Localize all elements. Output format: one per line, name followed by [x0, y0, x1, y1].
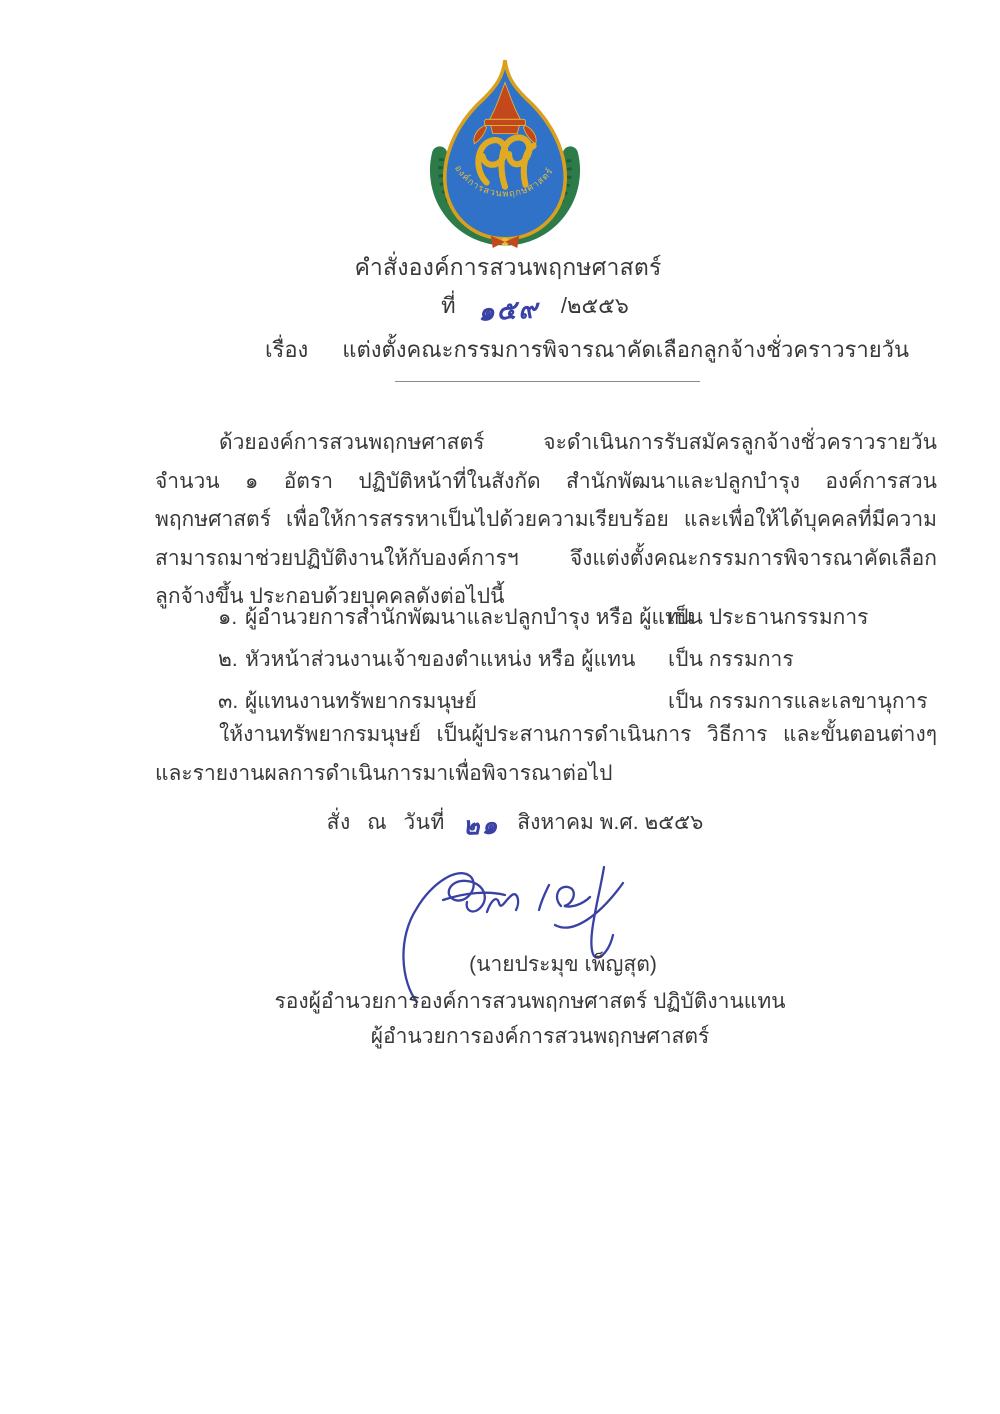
- date-month-year: สิงหาคม พ.ศ. ๒๕๕๖: [517, 811, 704, 834]
- signer-name: (นายประมุข เพ็ญสุต): [469, 953, 657, 976]
- date-prefix: สั่ง ณ วันที่: [326, 811, 445, 834]
- item-number: ๒.: [218, 648, 238, 671]
- organization-emblem-icon: [420, 56, 590, 250]
- paragraph-intro: ด้วยองค์การสวนพฤกษศาสตร์ จะดำเนินการรับสมัครลูกจ้างชั่วคราวรายวัน จำนวน ๑ อัตรา ปฏิบัติหน้าที่ในสังกัด สำนักพัฒนาและปลูกบำรุง องค์การสวนพฤกษศาสตร์ เพื่อให้การสรรหาเป็นไปด้วยความเรียบร้อย และเพื่อให้ได้บุคคลที่มีความสามารถมาช่วยปฏิบัติงานให้กับองค์การฯ จึงแต่งตั้งคณะกรรมการพิจารณาคัดเลือกลูกจ้างขึ้น ประกอบด้วยบุคคลดังต่อไปนี้: [155, 431, 937, 608]
- subject-label: เรื่อง: [265, 337, 309, 362]
- signature: [386, 854, 638, 1004]
- handwritten-order-number: ๑๕๙: [476, 293, 540, 327]
- number-year: /๒๕๕๖: [560, 293, 629, 318]
- signature-ink: [403, 867, 623, 1002]
- paragraph-coordination: ให้งานทรัพยากรมนุษย์ เป็นผู้ประสานการดำเนินการ วิธีการ และขั้นตอนต่างๆ และรายงานผลการดำเนินการมาเพื่อพิจารณาต่อไป: [155, 723, 937, 785]
- order-date-line: [30, 806, 1000, 839]
- item-position: ผู้อำนวยการสำนักพัฒนาและปลูกบำรุง หรือ ผู้แทน: [245, 606, 694, 629]
- subject-text: แต่งตั้งคณะกรรมการพิจารณาคัดเลือกลูกจ้างชั่วคราวรายวัน: [342, 337, 910, 362]
- committee-row: [155, 634, 945, 676]
- item-position: ผู้แทนงานทรัพยากรมนุษย์: [245, 690, 477, 713]
- title-divider: [395, 381, 700, 382]
- item-role: เป็น กรรมการและเลขานุการ: [668, 690, 928, 713]
- item-position: หัวหน้าส่วนงานเจ้าของตำแหน่ง หรือ ผู้แทน: [245, 648, 636, 671]
- document-title: คำสั่งองค์การสวนพฤกษศาสตร์: [354, 254, 662, 280]
- item-number: ๑.: [218, 606, 238, 629]
- order-number-line: [70, 288, 1000, 327]
- number-prefix: ที่: [441, 293, 456, 318]
- item-number: ๓.: [218, 690, 239, 713]
- emblem-curved-text: องค์การสวนพฤกษศาสตร์: [452, 163, 556, 199]
- item-role: เป็น กรรมการ: [668, 648, 794, 671]
- subject-line: [265, 332, 909, 367]
- signer-title-director: ผู้อำนวยการองค์การสวนพฤกษศาสตร์: [370, 1025, 710, 1048]
- item-role: เป็น ประธานกรรมการ: [668, 606, 869, 629]
- committee-row: [155, 592, 945, 634]
- committee-row: [155, 676, 945, 718]
- handwritten-date-day: ๒๑: [462, 811, 500, 841]
- committee-list: [155, 592, 945, 718]
- signer-title-acting: รองผู้อำนวยการองค์การสวนพฤกษศาสตร์ ปฏิบัติงานแทน: [274, 990, 786, 1013]
